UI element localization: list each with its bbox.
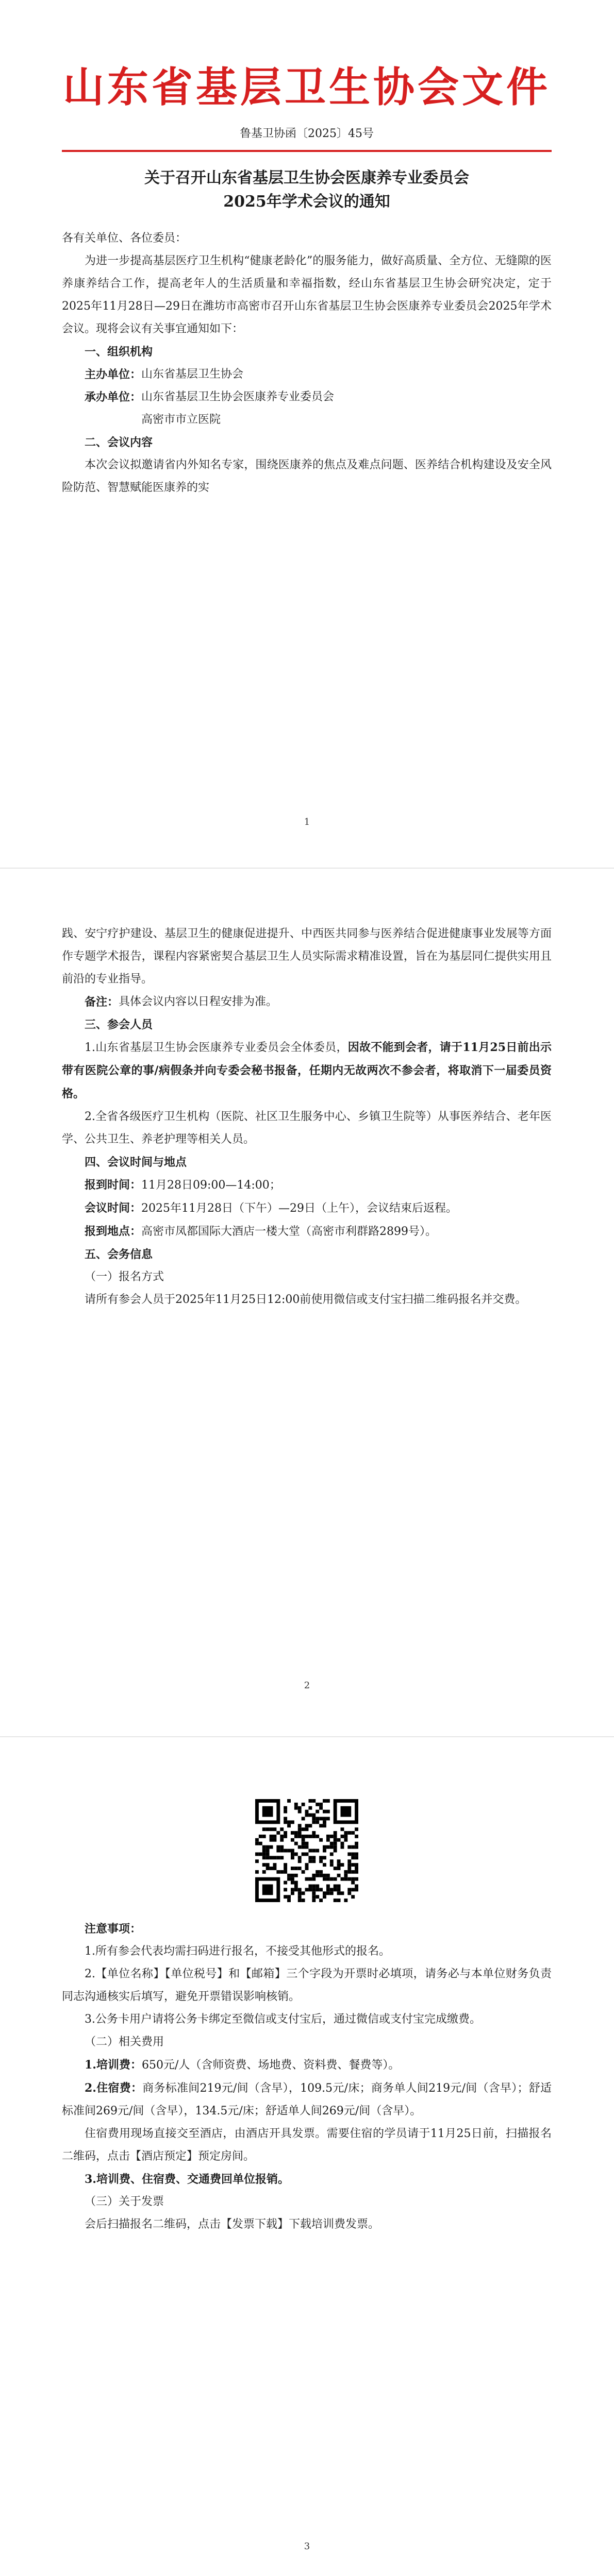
organizer-value-1: 山东省基层卫生协会医康养专业委员会	[141, 391, 335, 403]
note-label: 备注：	[85, 995, 119, 1009]
meeting-time-value: 2025年11月28日（下午）—29日（上午），会议结束后返程。	[141, 1202, 457, 1215]
document-number: 鲁基卫协函〔2025〕45号	[240, 127, 374, 140]
reg-place-row	[62, 1220, 552, 1243]
reg-time-value: 11月28日09:00—14:00；	[141, 1179, 281, 1192]
content-paragraph-part-2: 践、安宁疗护建设、基层卫生的健康促进提升、中西医共同参与医养结合促进健康事业发展等方面作专题学术报告，课程内容紧密契合基层卫生人员实际需求精准设置，旨在为基层同仁提供实用且前沿的专业指导。	[62, 927, 552, 986]
page-1-content	[62, 54, 552, 499]
header-divider	[62, 150, 552, 152]
host-value: 山东省基层卫生协会	[141, 368, 244, 381]
fee-training-row	[62, 2054, 552, 2077]
organizer-values	[141, 386, 552, 431]
reg-time-row	[62, 1174, 552, 1197]
page-3	[0, 1737, 614, 2576]
invoice-text: 会后扫描报名二维码，点击【发票下载】下载培训费发票。	[85, 2218, 380, 2231]
page-2-content	[62, 923, 552, 1311]
fee-reimbursement: 3.培训费、住宿费、交通费回单位报销。	[85, 2173, 289, 2186]
page-3-content	[62, 1778, 552, 2236]
content-paragraph-part-1: 本次会议拟邀请省内外知名专家，围绕医康养的焦点及难点问题、医养结合机构建设及安全风险防范、智慧赋能医康养的实	[62, 459, 552, 494]
signup-subheading: （一）报名方式	[85, 1270, 164, 1283]
note-value: 具体会议内容以日程安排为准。	[119, 995, 278, 1008]
fee-training-label: 1.培训费：	[85, 2058, 142, 2072]
page-number-1: 1	[304, 817, 310, 827]
section-1-heading: 一、组织机构	[85, 345, 153, 359]
notes-heading: 注意事项：	[85, 1922, 142, 1936]
section-2-heading: 二、会议内容	[85, 436, 153, 449]
page-1	[0, 0, 614, 868]
section-4-heading: 四、会议时间与地点	[85, 1156, 187, 1169]
attendees-item-1-text: 1.山东省基层卫生协会医康养专业委员会全体委员，	[85, 1041, 348, 1054]
organizer-value-2: 高密市市立医院	[141, 413, 221, 426]
attendees-item-1	[62, 1036, 552, 1106]
reg-place-label: 报到地点：	[85, 1225, 142, 1238]
host-label: 主办单位：	[85, 368, 142, 381]
document-header: 山东省基层卫生协会文件	[63, 63, 551, 111]
meeting-time-row	[62, 1197, 552, 1220]
title-line-1: 关于召开山东省基层卫生协会医康养专业委员会	[144, 169, 469, 187]
fee-training-value: 650元/人（含师资费、场地费、资料费、餐费等）。	[141, 2059, 400, 2072]
meeting-time-label: 会议时间：	[85, 1201, 142, 1215]
page-number-2: 2	[304, 1680, 310, 1691]
organizer-row	[62, 386, 552, 431]
qr-code-graphic	[255, 1799, 358, 1902]
section-3-heading: 三、参会人员	[85, 1018, 153, 1031]
registration-qr-code[interactable]	[255, 1799, 358, 1902]
signup-text: 请所有参会人员于2025年11月25日12:00前使用微信或支付宝扫描二维码报名并交费。	[85, 1293, 527, 1306]
fee-lodging-label: 2.住宿费：	[85, 2081, 143, 2095]
note-item-2: 2.【单位名称】【单位税号】和【邮箱】三个字段为开票时必填项，请务必与本单位财务负责同志沟通核实后填写，避免开票错误影响核销。	[62, 1968, 552, 2003]
fee-lodging-row	[62, 2077, 552, 2123]
section-5-heading: 五、会务信息	[85, 1248, 153, 1261]
host-row	[62, 363, 552, 386]
page-2	[0, 869, 614, 1736]
reg-time-label: 报到时间：	[85, 1178, 142, 1192]
fee-lodging-value: 商务标准间219元/间（含早），109.5元/床；商务单人间219元/间（含早）；舒适标准间269元/间（含早），134.5元/床；舒适单人间269元/间（含早）。	[62, 2082, 552, 2117]
organizer-label: 承办单位：	[85, 391, 142, 404]
salutation: 各有关单位、各位委员：	[62, 232, 187, 245]
title-line-2: 2025年学术会议的通知	[223, 193, 390, 211]
attendees-item-1-bold: 因故不能到会者，请于11月25日前出示带有医院公章的事/病假条并向专委会秘书报备，任期内无故两次不参会者，将取消下一届委员资格。	[62, 1041, 552, 1100]
fee-lodging-note: 住宿费用现场直接交至酒店，由酒店开具发票。需要住宿的学员请于11月25日前，扫描报名二维码，点击【酒店预定】预定房间。	[62, 2127, 552, 2163]
reg-place-value: 高密市凤都国际大酒店一楼大堂（高密市利群路2899号）。	[141, 1225, 437, 1238]
note-row	[62, 991, 552, 1013]
note-item-3: 3.公务卡用户请将公务卡绑定至微信或支付宝后，通过微信或支付宝完成缴费。	[85, 2013, 481, 2026]
document-title	[62, 166, 552, 214]
intro-paragraph: 为进一步提高基层医疗卫生机构“健康老龄化”的服务能力，做好高质量、全方位、无缝隙的医养康养结合工作，提高老年人的生活质量和幸福指数，经山东省基层卫生协会研究决定，定于2025年11月28日—29日在潍坊市高密市召开山东省基层卫生协会医康养专业委员会2025年学术会议。现将会议有关事宜通知如下：	[62, 255, 552, 335]
invoice-subheading: （三）关于发票	[85, 2195, 164, 2208]
fees-subheading: （二）相关费用	[85, 2036, 164, 2048]
note-item-1: 1.所有参会代表均需扫码进行报名，不接受其他形式的报名。	[85, 1945, 390, 1958]
attendees-item-2: 2.全省各级医疗卫生机构（医院、社区卫生服务中心、乡镇卫生院等）从事医养结合、老年医学、公共卫生、养老护理等相关人员。	[62, 1110, 552, 1146]
page-number-3: 3	[304, 2541, 310, 2552]
